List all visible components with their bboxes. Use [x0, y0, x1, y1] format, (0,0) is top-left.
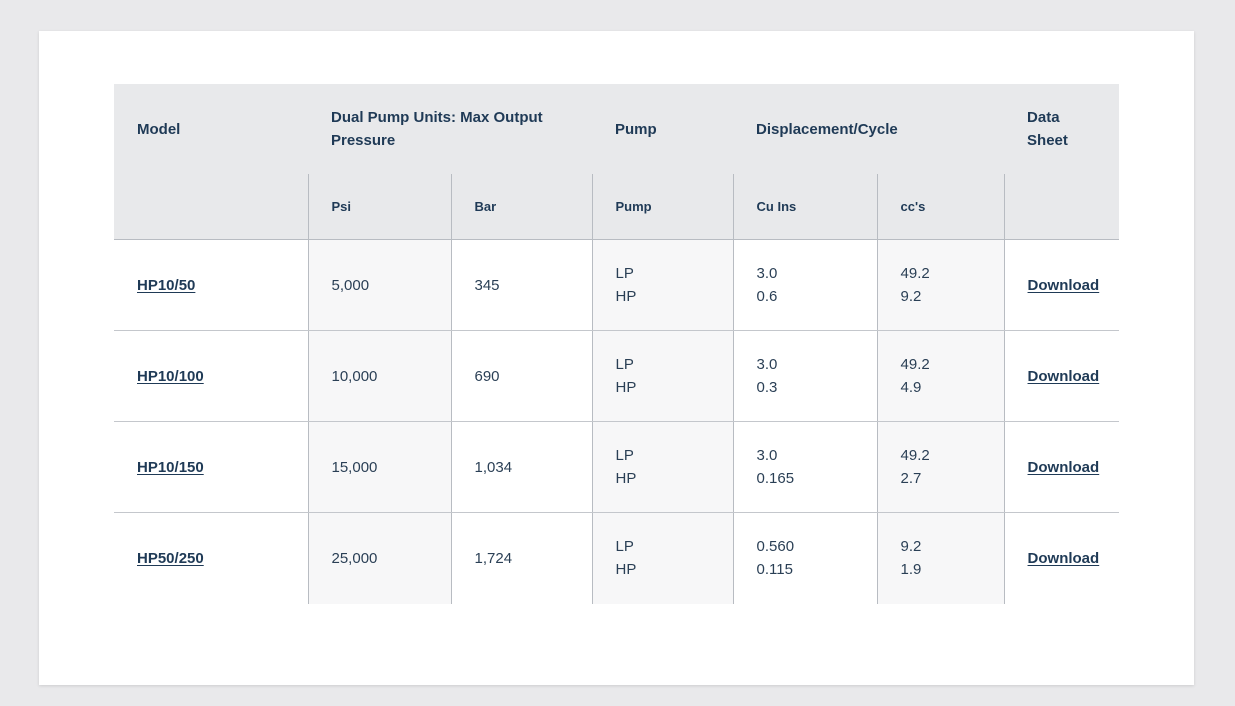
- pump-cell: [592, 513, 733, 604]
- header-cu-ins: Cu Ins: [733, 174, 877, 240]
- model-cell: [114, 422, 308, 513]
- cu-ins-hp: 0.3: [756, 379, 778, 396]
- ccs-hp: 1.9: [900, 561, 922, 579]
- download-link[interactable]: Download: [1027, 458, 1100, 476]
- pump-hp: HP: [615, 470, 637, 487]
- data-sheet-cell: [1004, 422, 1119, 513]
- table-row: [114, 422, 1119, 513]
- header-pump-sub: Pump: [592, 174, 733, 240]
- cu-ins-lp: 3.0: [756, 265, 778, 282]
- ccs-hp: 2.7: [900, 470, 922, 487]
- header-row-secondary: [114, 174, 1119, 240]
- ccs-hp: 9.2: [900, 288, 922, 305]
- cu-ins-hp: 0.165: [756, 470, 795, 487]
- header-data-sheet-sub: [1004, 174, 1119, 240]
- pump-lp: LP: [615, 356, 634, 373]
- cu-ins-cell: [733, 331, 877, 422]
- cu-ins-hp: 0.115: [756, 561, 793, 579]
- ccs-cell: [877, 513, 1004, 604]
- ccs-lp: 49.2: [900, 447, 930, 464]
- model-link[interactable]: HP10/100: [137, 367, 204, 385]
- data-sheet-cell: [1004, 240, 1119, 331]
- header-displacement: Displacement/Cycle: [733, 84, 1004, 174]
- pump-cell: [592, 422, 733, 513]
- table-row: [114, 513, 1119, 604]
- header-psi: Psi: [308, 174, 451, 240]
- model-cell: [114, 331, 308, 422]
- ccs-lp: 49.2: [900, 265, 930, 282]
- model-cell: [114, 513, 308, 604]
- download-link[interactable]: Download: [1027, 276, 1100, 294]
- download-link[interactable]: Download: [1027, 367, 1100, 385]
- cu-ins-lp: 0.560: [756, 538, 795, 556]
- header-data-sheet: Data Sheet: [1004, 84, 1119, 174]
- pump-spec-table: [114, 84, 1119, 604]
- model-link[interactable]: HP10/50: [137, 276, 196, 294]
- header-pressure: Dual Pump Units: Max Output Pressure: [308, 84, 592, 174]
- ccs-cell: [877, 422, 1004, 513]
- pump-hp: HP: [615, 379, 637, 396]
- bar-cell: 1,724: [451, 513, 592, 604]
- pump-hp: HP: [615, 288, 637, 305]
- model-link[interactable]: HP10/150: [137, 458, 204, 476]
- header-model: Model: [114, 84, 308, 174]
- pump-cell: [592, 240, 733, 331]
- pump-spec-table-wrapper: [114, 84, 1119, 604]
- pump-hp: HP: [615, 561, 637, 579]
- header-model-sub: [114, 174, 308, 240]
- cu-ins-lp: 3.0: [756, 447, 778, 464]
- psi-cell: 25,000: [308, 513, 451, 604]
- header-pump: Pump: [592, 84, 733, 174]
- pump-lp: LP: [615, 538, 634, 556]
- bar-cell: 690: [451, 331, 592, 422]
- pump-lp: LP: [615, 447, 634, 464]
- data-sheet-cell: [1004, 513, 1119, 604]
- cu-ins-lp: 3.0: [756, 356, 778, 373]
- bar-cell: 345: [451, 240, 592, 331]
- ccs-hp: 4.9: [900, 379, 922, 396]
- ccs-lp: 9.2: [900, 538, 922, 556]
- psi-cell: 5,000: [308, 240, 451, 331]
- ccs-cell: [877, 240, 1004, 331]
- header-ccs: cc's: [877, 174, 1004, 240]
- model-link[interactable]: HP50/250: [137, 549, 204, 567]
- table-body: [114, 240, 1119, 604]
- header-row-primary: [114, 84, 1119, 174]
- ccs-lp: 49.2: [900, 356, 930, 373]
- pump-lp: LP: [615, 265, 634, 282]
- cu-ins-cell: [733, 240, 877, 331]
- cu-ins-hp: 0.6: [756, 288, 778, 305]
- header-bar: Bar: [451, 174, 592, 240]
- ccs-cell: [877, 331, 1004, 422]
- download-link[interactable]: Download: [1027, 549, 1100, 567]
- content-card: [39, 31, 1194, 685]
- cu-ins-cell: [733, 513, 877, 604]
- data-sheet-cell: [1004, 331, 1119, 422]
- psi-cell: 15,000: [308, 422, 451, 513]
- psi-cell: 10,000: [308, 331, 451, 422]
- table-row: [114, 240, 1119, 331]
- pump-cell: [592, 331, 733, 422]
- model-cell: [114, 240, 308, 331]
- table-row: [114, 331, 1119, 422]
- bar-cell: 1,034: [451, 422, 592, 513]
- cu-ins-cell: [733, 422, 877, 513]
